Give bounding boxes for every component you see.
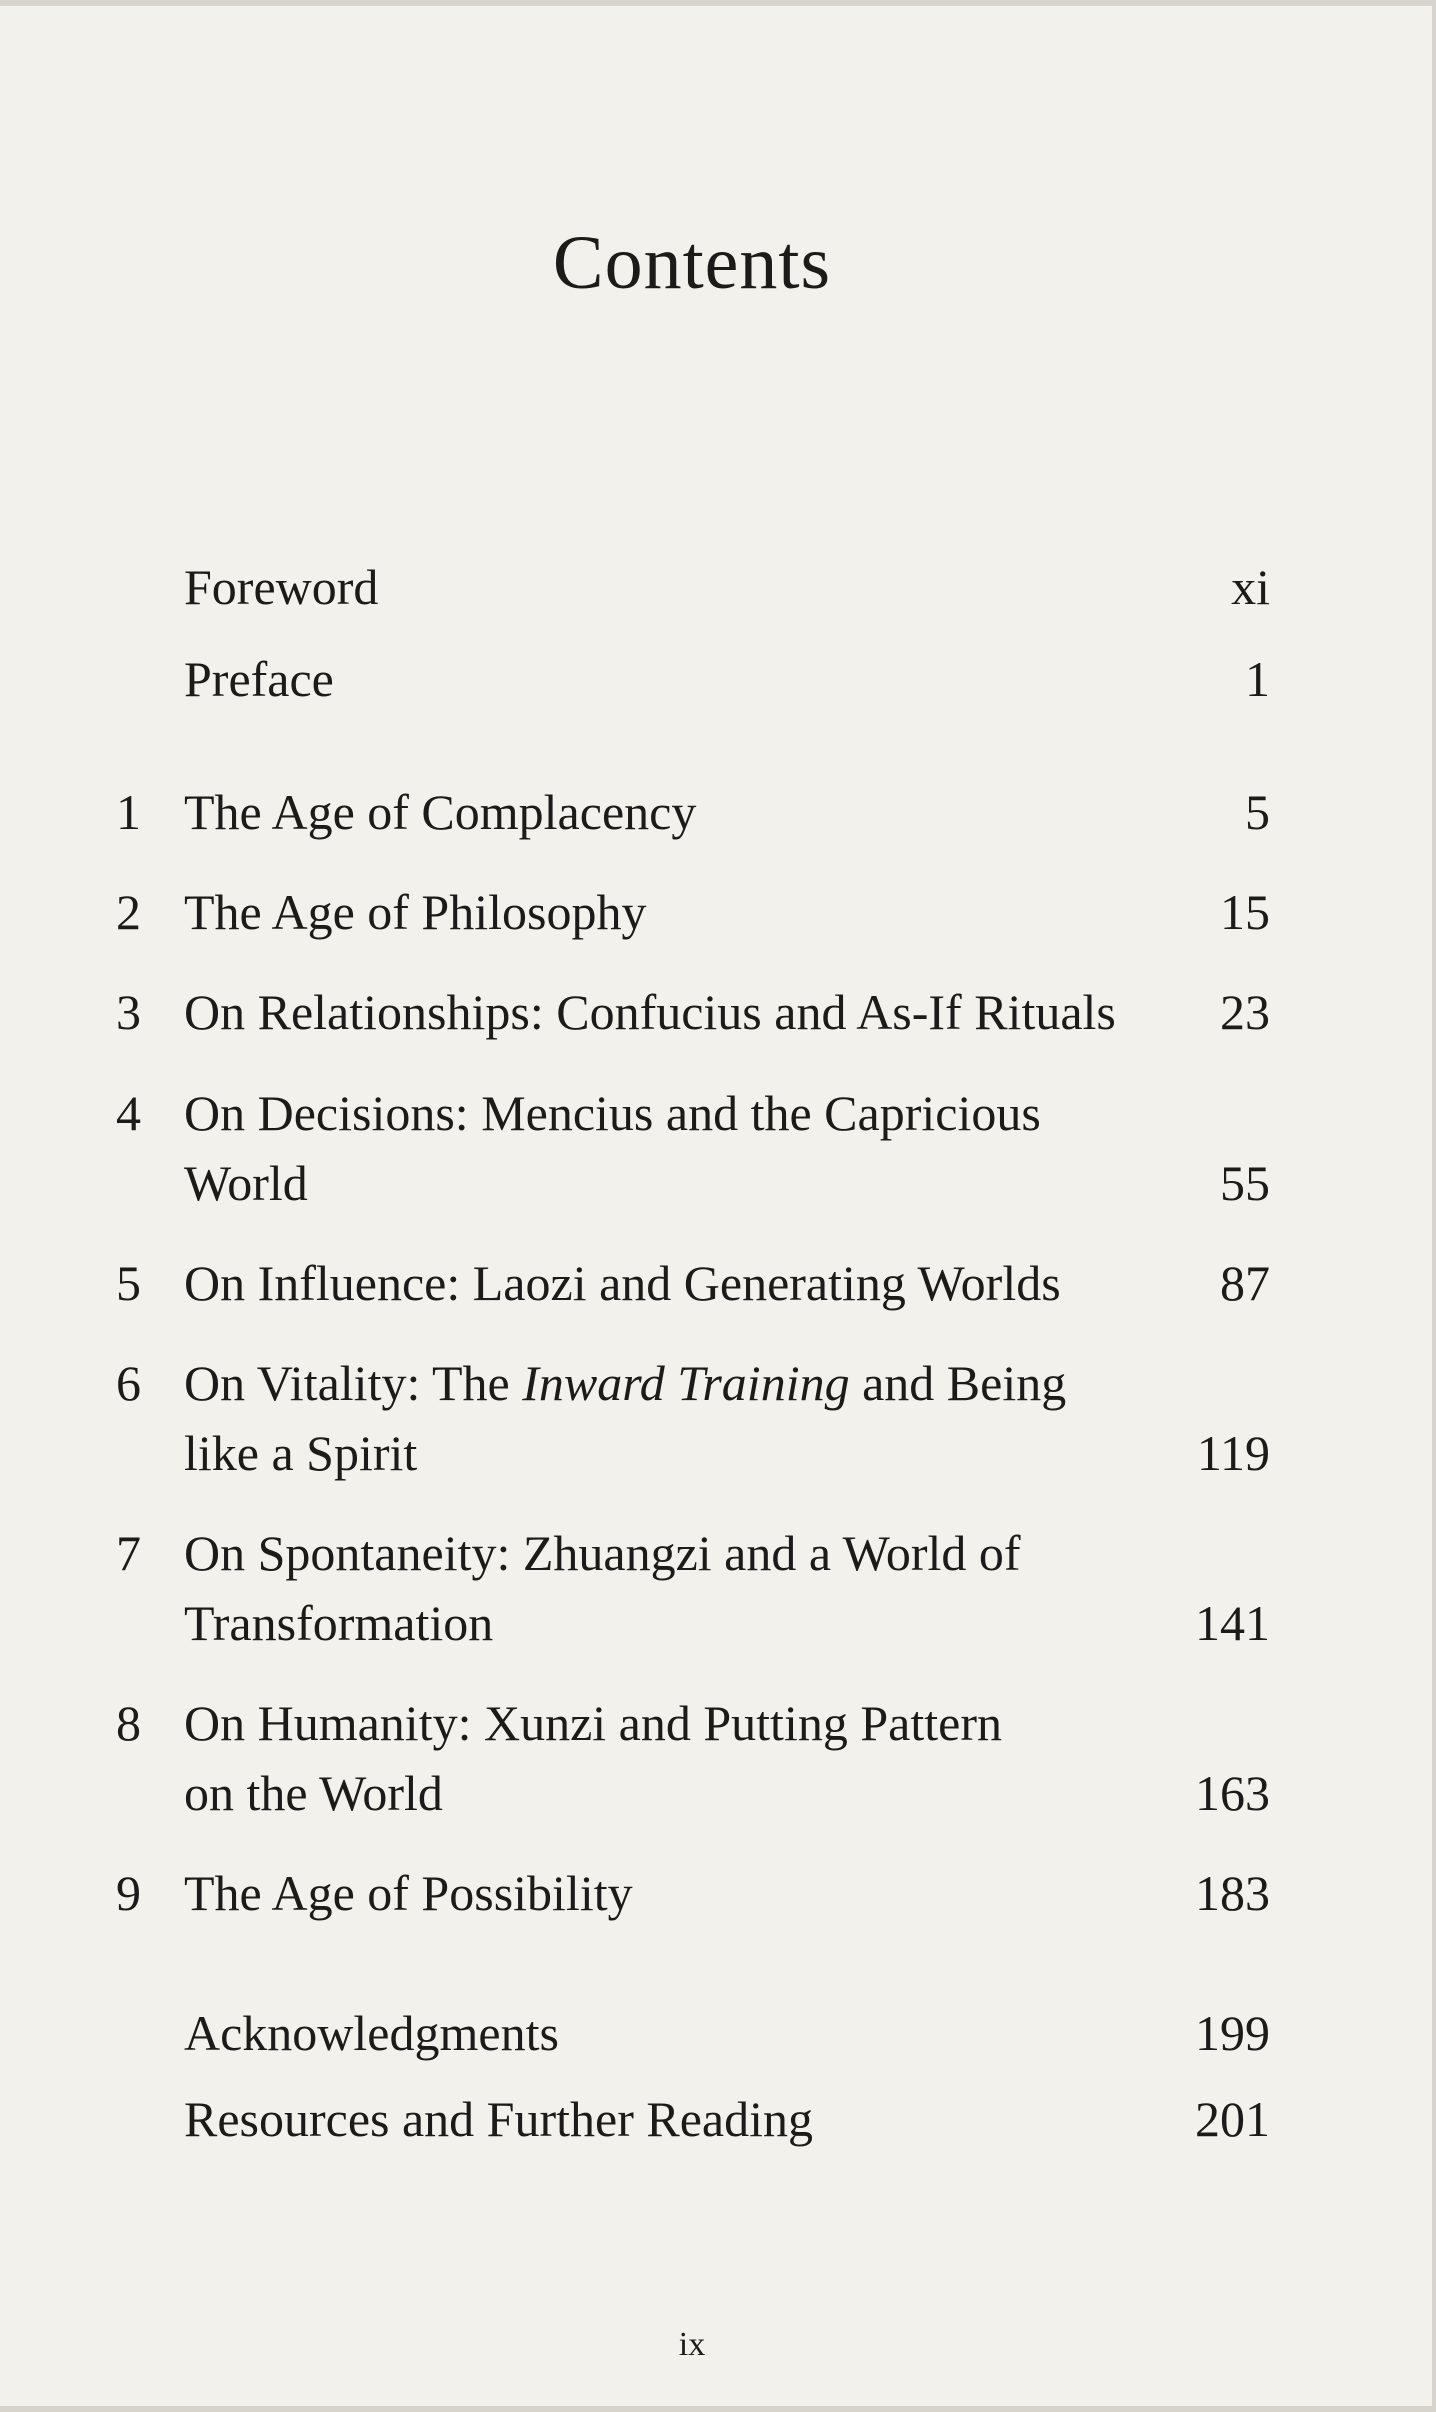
chapter-number: 5 — [116, 1255, 141, 1311]
chapter-page: 141 — [1195, 1595, 1270, 1651]
chapter-page: 119 — [1196, 1425, 1270, 1481]
chapter-page: 183 — [1195, 1865, 1270, 1921]
chapter-title — [184, 977, 1184, 1047]
chapter-number: 4 — [116, 1085, 141, 1141]
chapter-page: 55 — [1220, 1155, 1270, 1211]
toc-entry-title: Acknowledgments — [184, 2005, 559, 2061]
toc-entry-title: Preface — [184, 651, 334, 707]
chapter-title-line: The Age of Philosophy — [184, 884, 647, 940]
toc-entry-page: 199 — [1195, 2005, 1270, 2061]
chapter-number: 9 — [116, 1865, 141, 1921]
toc-entry-page: 201 — [1195, 2091, 1270, 2147]
chapter-title-line: The Age of Complacency — [184, 784, 697, 840]
chapter-page: 23 — [1220, 984, 1270, 1040]
chapter-title-line — [184, 1348, 1184, 1418]
chapter-number: 2 — [116, 884, 141, 940]
chapter-number: 7 — [116, 1525, 141, 1581]
title-text: On Vitality: The — [184, 1355, 523, 1411]
toc-entry-title: Foreword — [184, 559, 379, 615]
chapter-title-line: like a Spirit — [184, 1425, 418, 1481]
chapter-number: 1 — [116, 784, 141, 840]
chapter-number: 8 — [116, 1695, 141, 1751]
chapter-page: 163 — [1195, 1765, 1270, 1821]
chapter-title — [184, 1518, 1184, 1658]
chapter-title-line: Transformation — [184, 1595, 494, 1651]
chapter-title-line: World — [184, 1155, 308, 1211]
chapter-title — [184, 1858, 1184, 1928]
chapter-title — [184, 1248, 1184, 1318]
chapter-page: 5 — [1245, 784, 1270, 840]
chapter-page: 15 — [1220, 884, 1270, 940]
chapter-title — [184, 1688, 1184, 1828]
chapter-title — [184, 1078, 1184, 1218]
page-folio: ix — [678, 2326, 706, 2363]
chapter-title-line: On Spontaneity: Zhuangzi and a World of — [184, 1525, 1021, 1581]
chapter-title — [184, 1348, 1184, 1488]
chapter-title-line: On Influence: Laozi and Generating Worlds — [184, 1255, 1061, 1311]
chapter-title — [184, 777, 1184, 847]
chapter-number: 3 — [116, 984, 141, 1040]
chapter-number: 6 — [116, 1355, 141, 1411]
chapter-title-line: On Humanity: Xunzi and Putting Pattern — [184, 1695, 1002, 1751]
toc-entry-page: xi — [1231, 559, 1270, 615]
title-text: and Being — [849, 1355, 1067, 1411]
chapter-title-line: On Relationships: Confucius and As-If Rituals — [184, 984, 1116, 1040]
chapter-page: 87 — [1220, 1255, 1270, 1311]
italic-book-title: Inward Training — [522, 1355, 850, 1411]
page-title: Contents — [552, 221, 832, 305]
toc-entry-page: 1 — [1245, 651, 1270, 707]
toc-entry-title: Resources and Further Reading — [184, 2091, 814, 2147]
chapter-title-line: The Age of Possibility — [184, 1865, 633, 1921]
chapter-title — [184, 877, 1184, 947]
chapter-title-line: on the World — [184, 1765, 443, 1821]
chapter-title-line: On Decisions: Mencius and the Capricious — [184, 1085, 1041, 1141]
